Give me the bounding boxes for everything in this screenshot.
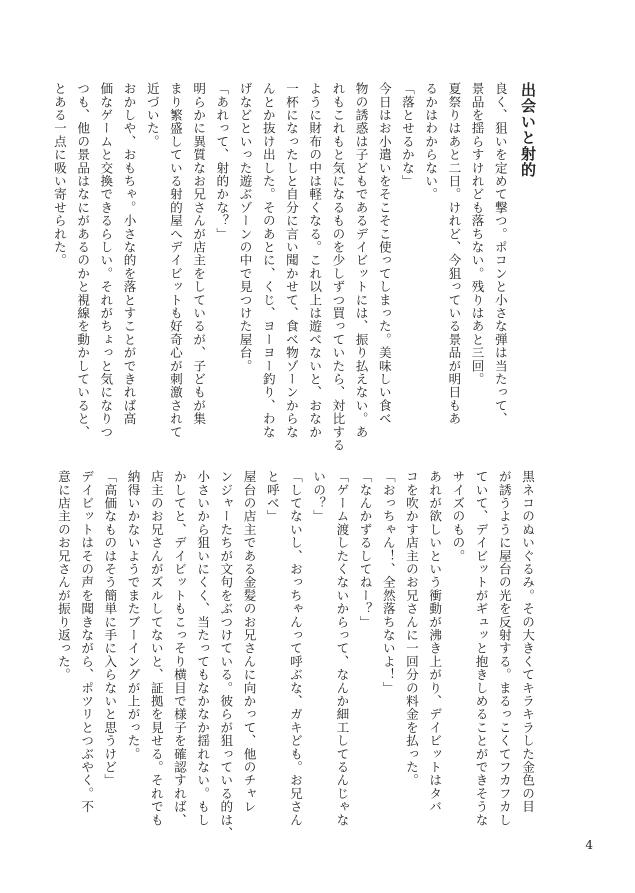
text-column: 一杯になったしと自分に言い聞かせて、食べ物ゾーンからな (283, 82, 299, 439)
text-column: と呼べ」 (264, 470, 280, 523)
text-column: 景品を揺らすけれども落ちない。残りはあと三回。 (469, 82, 485, 386)
text-column: んとか抜け出した。そのあとに、くじ、ヨーヨー釣り、わな (260, 82, 276, 439)
chapter-title: 出会いと射的 (519, 82, 537, 178)
text-column: 近づいた。 (144, 82, 160, 148)
page-number: 4 (585, 838, 593, 852)
text-column: が誘うように屋台の光を反射する。まるっこくてフカフカし (496, 470, 512, 827)
text-column: ンジャーたちが文句をぶつけている。彼らが狙っている的は、 (218, 470, 234, 840)
text-column: 黒ネコのぬいぐるみ。その大きくてキラキラした金色の目 (520, 470, 535, 814)
text-column: 屋台の店主である金髪のお兄さんに向かって、他のチャレ (241, 470, 257, 814)
text-column: げなどといった遊ぶゾーンの中で見つけた屋台。 (237, 82, 253, 373)
text-column: 小さいから狙いにくく、当たってもなかなか揺れない。もし (195, 470, 211, 827)
text-column: おかしや、おもちゃ。小さな的を落とすことができれば高 (121, 82, 137, 426)
text-column: 「落とせるかな」 (399, 82, 415, 188)
text-column: つも、他の景品はなにがあるのかと視線を動かしていると、 (75, 82, 91, 439)
text-column: 「してないし、おっちゃんって呼ぶな、ガキども。お兄さん (287, 470, 303, 827)
text-column: 今日はお小遣いをそこそこ使ってしまった。美味しい食べ (376, 82, 392, 426)
text-column: あれが欲しいという衝動が沸き上がり、デイビットはタバ (427, 470, 443, 814)
text-column: るかはわからない。 (423, 82, 439, 201)
text-column: コを吹かす店主のお兄さんに一回分の料金を払った。 (403, 470, 419, 787)
story-section-top (51, 82, 539, 456)
text-column: 物の誘惑は子どもであるデイビットには、振り払えない。あ (353, 82, 369, 439)
text-column: サイズのもの。 (450, 470, 466, 563)
text-column: 「おっちゃん！、全然落ちないよ！」 (380, 470, 396, 695)
text-column: 良く、狙いを定めて撃つ。ポコンと小さな弾は当たって、 (492, 82, 508, 426)
text-column: 納得いかないようでまたブーイングが上がった。 (125, 470, 141, 761)
text-column: かしてと、デイビットもこっそり横目で様子を確認すれば、 (171, 470, 187, 827)
text-column: いの？」 (311, 470, 327, 523)
text-column: 「なんかずるしてねー？」 (357, 470, 373, 629)
text-column: 明らかに異質なお兄さんが店主をしているが、子どもが集 (191, 82, 207, 426)
text-column: とある一点に吸い寄せられた。 (51, 82, 67, 267)
text-column: 価なゲームと交換できるらしい。それがちょっと気になりつ (98, 82, 114, 439)
text-column: 夏祭りはあと二日。けれど、今狙っている景品が明日もあ (446, 82, 462, 426)
text-column: 「あれって、射的かな？」 (214, 82, 230, 241)
text-column: ていて、デイビットがギュッと抱きしめることができそうな (473, 470, 489, 827)
text-column: ように財布の中は軽くなる。これ以上は遊べないと、おなか (307, 82, 323, 439)
text-column: 意に店主のお兄さんが振り返った。 (55, 470, 71, 682)
text-column: まり繁盛している射的屋へデイビットも好奇心が刺激されて (167, 82, 183, 439)
story-section-bottom (55, 470, 539, 850)
text-column: 「高価なものはそう簡単に手に入らないと思うけど」 (102, 470, 118, 787)
text-column: 「ゲーム渡したくないからって、なんか細工してるんじゃな (334, 470, 350, 827)
text-column: 店主のお兄さんがズルしてないと、証拠を見せる。それでも (148, 470, 164, 827)
text-column: れもこれもと気になるものを少しずつ買っていたら、対比する (330, 82, 346, 452)
text-column: デイビットはその声を聞きながら、ポツリとつぶやく。不 (79, 470, 95, 814)
